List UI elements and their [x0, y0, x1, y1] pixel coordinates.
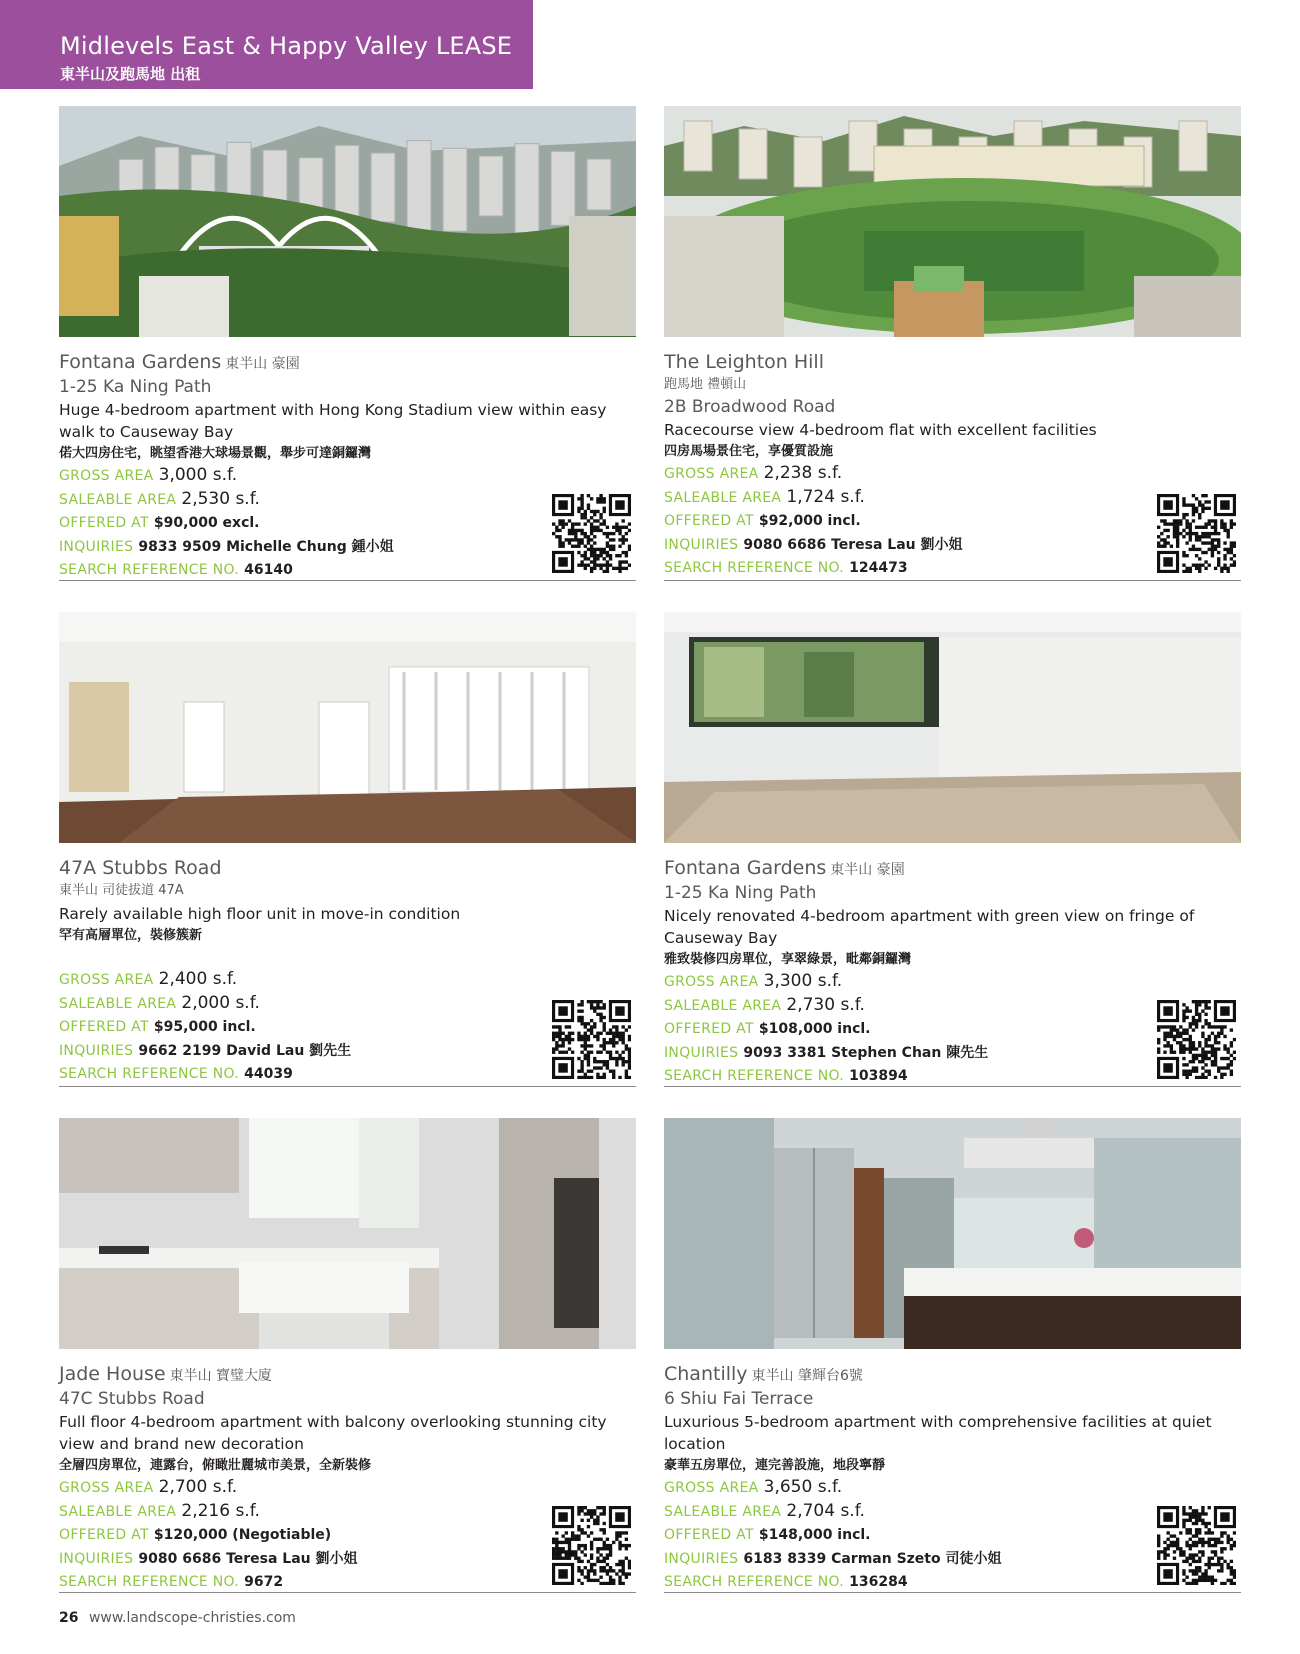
divider [59, 580, 636, 581]
gross-area-value: 2,238 s.f. [763, 463, 843, 483]
offered-row [59, 511, 636, 535]
gross-area-label: GROSS AREA [59, 972, 154, 988]
search-ref-number: 103894 [849, 1068, 908, 1084]
property-description-zh: 罕有高層單位，裝修簇新 [59, 928, 203, 943]
property-description: Rarely available high floor unit in move-in condition [59, 905, 461, 923]
search-ref-row [59, 1570, 636, 1594]
qr-code-icon[interactable] [1157, 1506, 1236, 1585]
saleable-area-label: SALEABLE AREA [59, 1503, 177, 1520]
listing-info [664, 1362, 1241, 1594]
saleable-area-row [664, 1500, 1241, 1524]
saleable-area-label: SALEABLE AREA [59, 995, 177, 1012]
listing-info [59, 856, 636, 1086]
property-address: 1-25 Ka Ning Path [59, 377, 212, 397]
property-address: 6 Shiu Fai Terrace [664, 1389, 814, 1409]
gross-area-label: GROSS AREA [664, 1480, 759, 1496]
saleable-area-value: 2,000 s.f. [181, 992, 260, 1013]
search-ref-number: 124473 [849, 560, 908, 576]
gross-area-row [59, 1476, 636, 1500]
inquiries-row [59, 1039, 636, 1063]
listing-info [664, 856, 1241, 1088]
saleable-area-label: SALEABLE AREA [664, 489, 782, 506]
modern-kitchen-photo[interactable] [664, 1118, 1241, 1349]
inquiries-contact[interactable]: 9093 3381 Stephen Chan 陳先生 [743, 1044, 989, 1061]
saleable-area-label: SALEABLE AREA [59, 491, 177, 508]
gross-area-value: 3,650 s.f. [763, 1477, 843, 1497]
search-ref-label: SEARCH REFERENCE NO. [59, 1066, 240, 1082]
saleable-area-row [59, 992, 636, 1016]
offered-price: $108,000 incl. [758, 1021, 871, 1037]
offered-price: $148,000 incl. [758, 1527, 871, 1543]
property-name[interactable]: The Leighton Hill [664, 351, 824, 373]
search-ref-row [59, 1062, 636, 1086]
offered-label: OFFERED AT [664, 513, 754, 529]
inquiries-row [59, 1547, 636, 1571]
page-footer [59, 1610, 296, 1626]
gross-area-row [59, 968, 636, 992]
property-title [664, 1362, 1241, 1388]
property-description: Nicely renovated 4-bedroom apartment with green view on fringe of Causeway Bay [664, 907, 1195, 947]
qr-code-icon[interactable] [552, 1506, 631, 1585]
property-name[interactable]: Chantilly [664, 1363, 748, 1385]
offered-price: $120,000 (Negotiable) [153, 1527, 332, 1543]
gross-area-label: GROSS AREA [664, 466, 759, 482]
property-description-zh: 雅致裝修四房單位，享翠綠景，毗鄰銅鑼灣 [664, 952, 912, 967]
website-link[interactable]: www.landscope-christies.com [88, 1610, 296, 1626]
inquiries-label: INQUIRIES [664, 1044, 739, 1061]
divider [664, 1592, 1241, 1593]
living-room-photo[interactable] [59, 612, 636, 843]
search-ref-label: SEARCH REFERENCE NO. [59, 1574, 240, 1590]
property-name[interactable]: 47A Stubbs Road [59, 857, 222, 879]
racecourse-view-photo[interactable] [664, 106, 1241, 337]
search-ref-row [664, 1064, 1241, 1088]
search-ref-row [664, 556, 1241, 580]
empty-room-photo[interactable] [664, 612, 1241, 843]
search-ref-label: SEARCH REFERENCE NO. [664, 1068, 845, 1084]
property-title [664, 856, 1241, 882]
listing-info [664, 350, 1241, 580]
saleable-area-row [664, 994, 1241, 1018]
stadium-view-photo[interactable] [59, 106, 636, 337]
gross-area-label: GROSS AREA [59, 468, 154, 484]
gross-area-value: 3,300 s.f. [763, 971, 843, 991]
section-title: Midlevels East & Happy Valley LEASE [60, 32, 513, 60]
property-description-zh: 豪華五房單位，連完善設施，地段寧靜 [664, 1458, 886, 1473]
search-ref-label: SEARCH REFERENCE NO. [664, 560, 845, 576]
saleable-area-value: 2,730 s.f. [786, 994, 865, 1015]
property-title [59, 1362, 636, 1388]
inquiries-contact[interactable]: 9080 6686 Teresa Lau 劉小姐 [743, 536, 963, 553]
section-subtitle: 東半山及跑馬地 出租 [60, 65, 201, 83]
property-address: 東半山 司徒拔道 47A [59, 883, 184, 898]
gross-area-value: 2,400 s.f. [158, 969, 238, 989]
inquiries-contact[interactable]: 9833 9509 Michelle Chung 鍾小姐 [138, 538, 394, 555]
saleable-area-row [59, 488, 636, 512]
property-address: 跑馬地 禮頓山 [664, 377, 747, 392]
property-description: Racecourse view 4-bedroom flat with excellent facilities [664, 421, 1097, 439]
gross-area-value: 3,000 s.f. [158, 465, 238, 485]
gross-area-label: GROSS AREA [664, 974, 759, 990]
property-description-zh: 偌大四房住宅，眺望香港大球場景觀，舉步可達銅鑼灣 [59, 446, 372, 461]
page-number: 26 [59, 1610, 79, 1626]
inquiries-label: INQUIRIES [59, 538, 134, 555]
offered-row [59, 1523, 636, 1547]
search-ref-row [59, 558, 636, 582]
gross-area-value: 2,700 s.f. [158, 1477, 238, 1497]
offered-price: $95,000 incl. [153, 1019, 256, 1035]
property-title [59, 856, 636, 880]
property-title [664, 350, 1241, 374]
search-ref-label: SEARCH REFERENCE NO. [664, 1574, 845, 1590]
property-name-zh: 東半山 寶璧大廈 [169, 1368, 273, 1384]
qr-code-icon[interactable] [1157, 494, 1236, 573]
search-ref-row [664, 1570, 1241, 1594]
listing-info [59, 350, 636, 582]
divider [664, 1086, 1241, 1087]
offered-row [664, 1017, 1241, 1041]
gross-area-row [664, 1476, 1241, 1500]
gross-area-row [664, 970, 1241, 994]
inquiries-row [664, 533, 1241, 557]
inquiries-label: INQUIRIES [664, 536, 739, 553]
inquiries-label: INQUIRIES [664, 1550, 739, 1567]
property-name-zh: 東半山 豪園 [225, 356, 300, 372]
offered-label: OFFERED AT [59, 1527, 149, 1543]
qr-code-icon[interactable] [552, 494, 631, 573]
inquiries-contact[interactable]: 9080 6686 Teresa Lau 劉小姐 [138, 1550, 358, 1567]
saleable-area-value: 2,704 s.f. [786, 1500, 865, 1521]
qr-code-icon[interactable] [552, 1000, 631, 1079]
property-description-zh: 全層四房單位，連露台，俯瞰壯麗城市美景，全新裝修 [59, 1458, 372, 1473]
offered-row [664, 509, 1241, 533]
offered-price: $92,000 incl. [758, 513, 861, 529]
property-name[interactable]: Fontana Gardens [59, 351, 222, 373]
spacer [59, 946, 636, 968]
gross-area-row [59, 464, 636, 488]
inquiries-label: INQUIRIES [59, 1042, 134, 1059]
saleable-area-value: 1,724 s.f. [786, 486, 865, 507]
property-name-zh: 東半山 肇輝台6號 [751, 1368, 863, 1384]
saleable-area-label: SALEABLE AREA [664, 997, 782, 1014]
qr-code-icon[interactable] [1157, 1000, 1236, 1079]
inquiries-label: INQUIRIES [59, 1550, 134, 1567]
inquiries-row [59, 535, 636, 559]
property-name[interactable]: Jade House [59, 1363, 166, 1385]
inquiries-contact[interactable]: 9662 2199 David Lau 劉先生 [138, 1042, 352, 1059]
offered-label: OFFERED AT [59, 515, 149, 531]
property-address: 1-25 Ka Ning Path [664, 883, 817, 903]
inquiries-contact[interactable]: 6183 8339 Carman Szeto 司徒小姐 [743, 1550, 1002, 1567]
inquiries-row [664, 1547, 1241, 1571]
saleable-area-label: SALEABLE AREA [664, 1503, 782, 1520]
divider [664, 580, 1241, 581]
property-description: Huge 4-bedroom apartment with Hong Kong Stadium view within easy walk to Causeway Bay [59, 401, 607, 441]
search-ref-number: 9672 [244, 1574, 284, 1590]
saleable-area-value: 2,530 s.f. [181, 488, 260, 509]
property-description-zh: 四房馬場景住宅，享優質設施 [664, 444, 834, 459]
kitchen-photo[interactable] [59, 1118, 636, 1349]
divider [59, 1086, 636, 1087]
property-description: Full floor 4-bedroom apartment with balcony overlooking stunning city view and brand new decoration [59, 1413, 607, 1453]
search-ref-number: 44039 [244, 1066, 293, 1082]
offered-price: $90,000 excl. [153, 515, 260, 531]
search-ref-number: 136284 [849, 1574, 908, 1590]
saleable-area-row [59, 1500, 636, 1524]
search-ref-number: 46140 [244, 562, 293, 578]
inquiries-row [664, 1041, 1241, 1065]
gross-area-label: GROSS AREA [59, 1480, 154, 1496]
section-banner [0, 0, 533, 89]
offered-label: OFFERED AT [59, 1019, 149, 1035]
saleable-area-row [664, 486, 1241, 510]
divider [59, 1592, 636, 1593]
gross-area-row [664, 462, 1241, 486]
offered-row [664, 1523, 1241, 1547]
listing-info [59, 1362, 636, 1594]
property-name-zh: 東半山 豪園 [830, 862, 905, 878]
property-name[interactable]: Fontana Gardens [664, 857, 827, 879]
saleable-area-value: 2,216 s.f. [181, 1500, 260, 1521]
offered-label: OFFERED AT [664, 1527, 754, 1543]
property-street: 2B Broadwood Road [664, 397, 836, 417]
offered-label: OFFERED AT [664, 1021, 754, 1037]
search-ref-label: SEARCH REFERENCE NO. [59, 562, 240, 578]
property-description: Luxurious 5-bedroom apartment with comprehensive facilities at quiet location [664, 1413, 1212, 1453]
offered-row [59, 1015, 636, 1039]
property-address: 47C Stubbs Road [59, 1389, 205, 1409]
property-title [59, 350, 636, 376]
